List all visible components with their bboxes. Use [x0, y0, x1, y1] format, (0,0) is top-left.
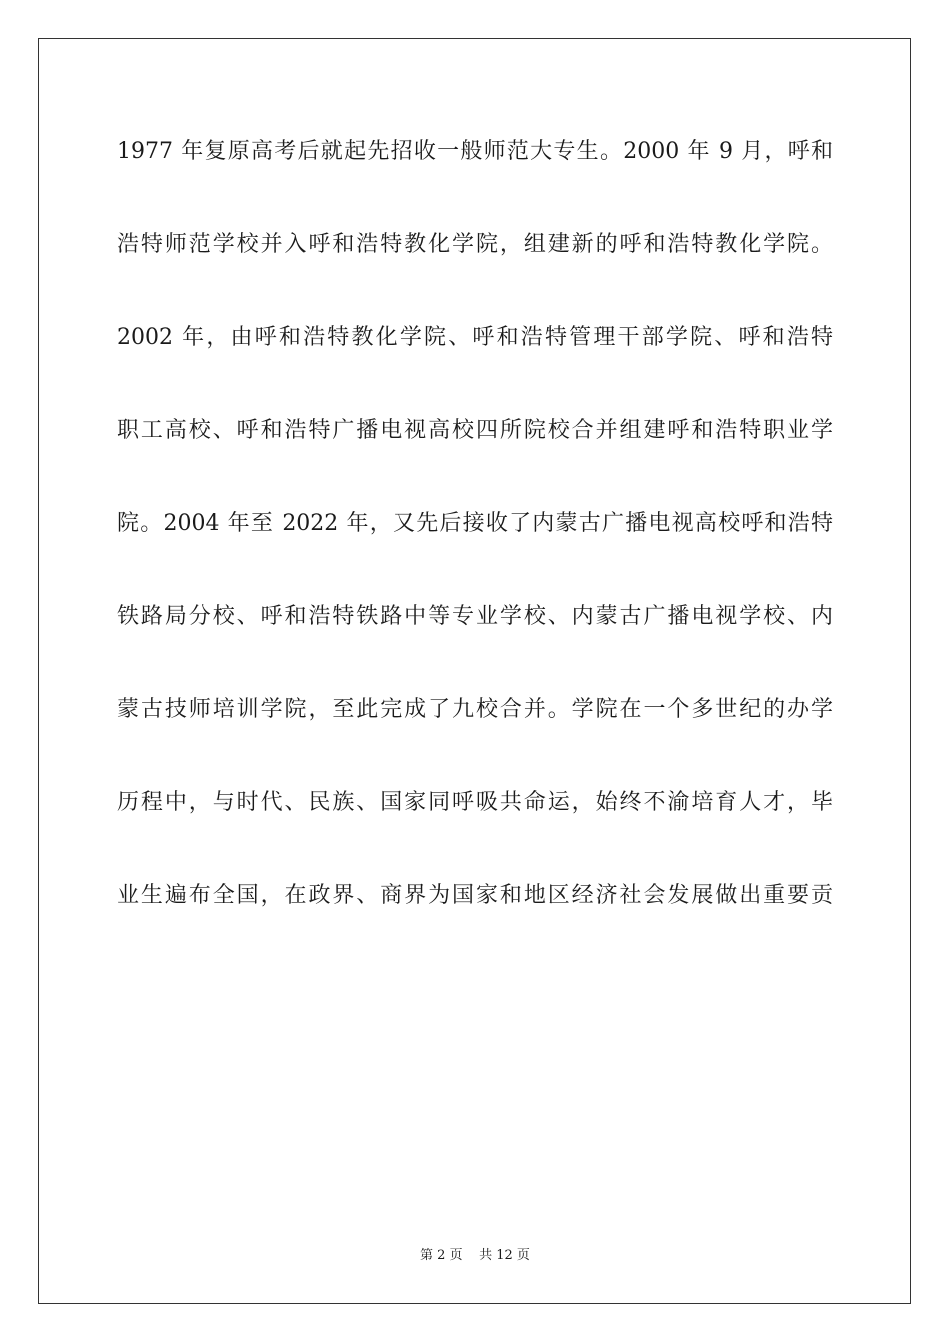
text-line-7: 蒙古技师培训学院，至此完成了九校合并。学院在一个多世纪的办学	[117, 697, 833, 722]
text-line-9: 业生遍布全国，在政界、商界为国家和地区经济社会发展做出重要贡	[117, 883, 833, 908]
text-line-6: 铁路局分校、呼和浩特铁路中等专业学校、内蒙古广播电视学校、内	[117, 604, 833, 629]
text-line-5: 院。2004 年至 2022 年，又先后接收了内蒙古广播电视高校呼和浩特	[117, 511, 833, 536]
page-footer	[0, 1244, 950, 1263]
page-number: 第 2 页	[420, 1248, 463, 1263]
text-line-2: 浩特师范学校并入呼和浩特教化学院，组建新的呼和浩特教化学院。	[117, 232, 833, 257]
text-line-8: 历程中，与时代、民族、国家同呼吸共命运，始终不渝培育人才，毕	[117, 790, 833, 815]
text-line-1: 1977 年复原高考后就起先招收一般师范大专生。2000 年 9 月，呼和	[117, 139, 833, 164]
text-line-3: 2002 年，由呼和浩特教化学院、呼和浩特管理干部学院、呼和浩特	[117, 325, 833, 350]
page-total: 共 12 页	[479, 1248, 530, 1263]
text-line-4: 职工高校、呼和浩特广播电视高校四所院校合并组建呼和浩特职业学	[117, 418, 833, 443]
document-body	[117, 128, 833, 919]
